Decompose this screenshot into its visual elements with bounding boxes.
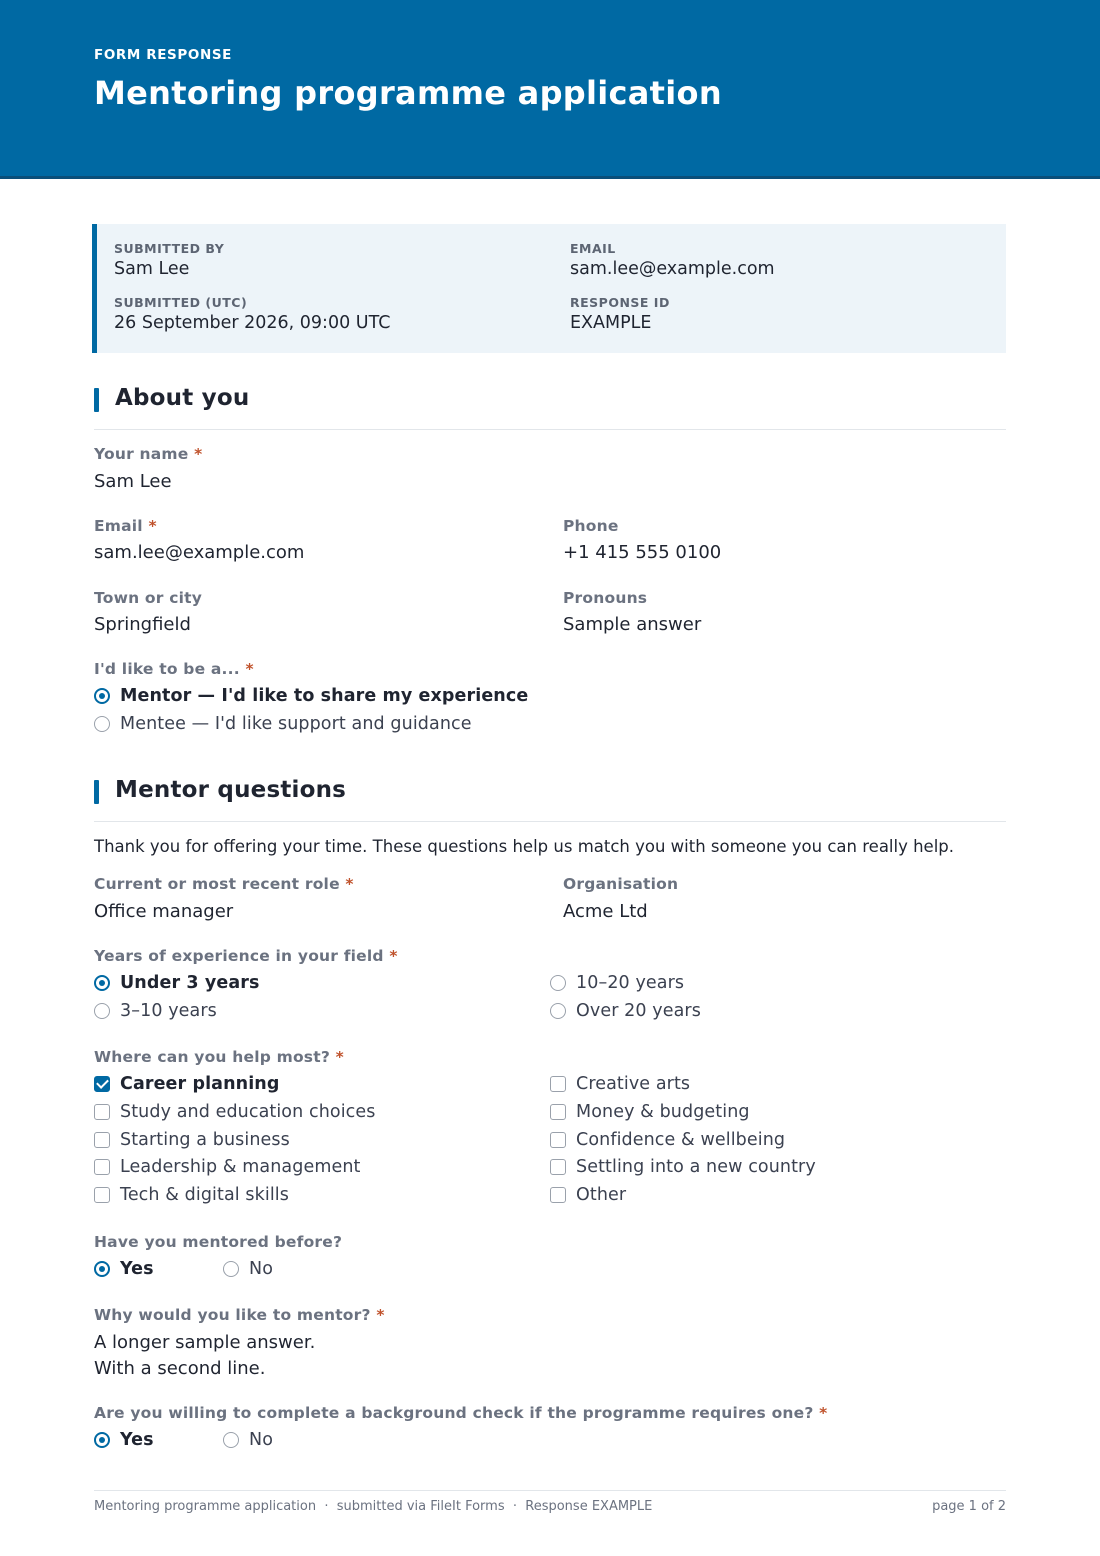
help-option-career-planning[interactable]	[94, 1073, 279, 1095]
pronouns-label: Pronouns	[563, 589, 648, 607]
section-title: About you	[115, 385, 250, 411]
header-kicker: FORM RESPONSE	[94, 47, 232, 63]
help-option-new-country[interactable]	[550, 1156, 816, 1178]
submitted-by-label: SUBMITTED BY	[114, 241, 225, 256]
option-label: Leadership & management	[120, 1157, 361, 1177]
town-label: Town or city	[94, 589, 203, 607]
option-label: Money & budgeting	[576, 1102, 750, 1122]
option-label: Under 3 years	[120, 973, 260, 993]
email-value: sam.lee@example.com	[94, 542, 305, 563]
mentor-intro: Thank you for offering your time. These questions help us match you with someone you can really help.	[94, 837, 955, 856]
role-label: Current or most recent role *	[94, 875, 354, 893]
radio-selected-icon[interactable]	[94, 688, 110, 704]
page-header	[0, 0, 1100, 179]
role-type-option-mentee[interactable]	[94, 713, 472, 735]
option-label: Other	[576, 1185, 627, 1205]
name-label: Your name *	[94, 445, 203, 463]
help-option-other[interactable]	[550, 1184, 626, 1206]
option-label: Over 20 years	[576, 1001, 701, 1021]
page-number: page 1 of 2	[932, 1499, 1006, 1514]
page-footer	[94, 1490, 1006, 1514]
submitted-utc-value: 26 September 2026, 09:00 UTC	[114, 313, 391, 333]
option-label: Settling into a new country	[576, 1157, 816, 1177]
radio-unselected-icon[interactable]	[550, 1003, 566, 1019]
checkbox-unchecked-icon[interactable]	[550, 1159, 566, 1175]
role-type-label: I'd like to be a... *	[94, 660, 254, 678]
pronouns-value: Sample answer	[563, 614, 702, 635]
submitted-utc	[114, 295, 390, 333]
option-label: Creative arts	[576, 1074, 691, 1094]
option-label: Confidence & wellbeing	[576, 1130, 786, 1150]
option-label: Tech & digital skills	[120, 1185, 289, 1205]
checkbox-unchecked-icon[interactable]	[94, 1187, 110, 1203]
radio-selected-icon[interactable]	[94, 975, 110, 991]
footer-info: Mentoring programme application · submitted via FileIt Forms · Response EXAMPLE	[94, 1499, 653, 1514]
checkbox-unchecked-icon[interactable]	[550, 1132, 566, 1148]
option-label: Yes	[120, 1259, 154, 1279]
help-option-confidence[interactable]	[550, 1129, 785, 1151]
submitted-by-value: Sam Lee	[114, 259, 190, 279]
submission-meta	[92, 224, 1006, 353]
radio-selected-icon[interactable]	[94, 1432, 110, 1448]
option-label: No	[249, 1430, 273, 1450]
background-option-yes[interactable]	[94, 1429, 154, 1451]
option-label: Starting a business	[120, 1130, 290, 1150]
help-option-creative-arts[interactable]	[550, 1073, 690, 1095]
org-label: Organisation	[563, 875, 679, 893]
checkbox-unchecked-icon[interactable]	[550, 1104, 566, 1120]
help-label: Where can you help most? *	[94, 1048, 344, 1066]
response-id-label: RESPONSE ID	[570, 295, 670, 310]
option-label: Study and education choices	[120, 1102, 376, 1122]
response-id	[570, 295, 670, 333]
why-mentor-label: Why would you like to mentor? *	[94, 1306, 385, 1324]
why-mentor-line-2: With a second line.	[94, 1358, 266, 1379]
submitted-by	[114, 241, 224, 279]
option-label: Mentor — I'd like to share my experience	[120, 686, 529, 706]
role-value: Office manager	[94, 901, 234, 922]
role-type-option-mentor[interactable]	[94, 685, 528, 707]
meta-email	[570, 241, 775, 279]
experience-option-under-3[interactable]	[94, 972, 260, 994]
radio-unselected-icon[interactable]	[223, 1432, 239, 1448]
experience-option-10-20[interactable]	[550, 972, 684, 994]
checkbox-unchecked-icon[interactable]	[94, 1104, 110, 1120]
section-mentor-questions	[94, 777, 1006, 822]
section-accent-bar	[94, 780, 99, 804]
why-mentor-line-1: A longer sample answer.	[94, 1332, 316, 1353]
section-about-you	[94, 385, 1006, 430]
response-id-value: EXAMPLE	[570, 313, 652, 333]
option-label: Mentee — I'd like support and guidance	[120, 714, 472, 734]
experience-option-over-20[interactable]	[550, 1000, 701, 1022]
help-option-tech[interactable]	[94, 1184, 289, 1206]
option-label: 3–10 years	[120, 1001, 217, 1021]
submitted-utc-label: SUBMITTED (UTC)	[114, 295, 248, 310]
section-title: Mentor questions	[115, 777, 347, 803]
phone-label: Phone	[563, 517, 619, 535]
checkbox-unchecked-icon[interactable]	[94, 1132, 110, 1148]
background-check-label: Are you willing to complete a background check if the programme requires one? *	[94, 1404, 828, 1422]
phone-value: +1 415 555 0100	[563, 542, 722, 563]
mentored-option-yes[interactable]	[94, 1258, 154, 1280]
checkbox-unchecked-icon[interactable]	[94, 1159, 110, 1175]
help-option-leadership[interactable]	[94, 1156, 360, 1178]
email-label: Email *	[94, 517, 157, 535]
section-accent-bar	[94, 388, 99, 412]
option-label: No	[249, 1259, 273, 1279]
name-value: Sam Lee	[94, 471, 172, 492]
checkbox-unchecked-icon[interactable]	[550, 1187, 566, 1203]
town-value: Springfield	[94, 614, 191, 635]
meta-email-value: sam.lee@example.com	[570, 259, 775, 279]
mentored-before-label: Have you mentored before?	[94, 1233, 343, 1251]
checkbox-checked-icon[interactable]	[94, 1076, 110, 1092]
experience-label: Years of experience in your field *	[94, 947, 398, 965]
background-option-no[interactable]	[223, 1429, 273, 1451]
meta-email-label: EMAIL	[570, 241, 616, 256]
option-label: Career planning	[120, 1074, 280, 1094]
checkbox-unchecked-icon[interactable]	[550, 1076, 566, 1092]
radio-unselected-icon[interactable]	[550, 975, 566, 991]
help-option-money[interactable]	[550, 1101, 750, 1123]
option-label: 10–20 years	[576, 973, 685, 993]
radio-unselected-icon[interactable]	[94, 716, 110, 732]
radio-unselected-icon[interactable]	[223, 1261, 239, 1277]
radio-unselected-icon[interactable]	[94, 1003, 110, 1019]
experience-option-3-10[interactable]	[94, 1000, 217, 1022]
mentored-option-no[interactable]	[223, 1258, 273, 1280]
option-label: Yes	[120, 1430, 154, 1450]
page-title: Mentoring programme application	[94, 74, 722, 112]
help-option-study[interactable]	[94, 1101, 375, 1123]
help-option-business[interactable]	[94, 1129, 290, 1151]
org-value: Acme Ltd	[563, 901, 648, 922]
radio-selected-icon[interactable]	[94, 1261, 110, 1277]
